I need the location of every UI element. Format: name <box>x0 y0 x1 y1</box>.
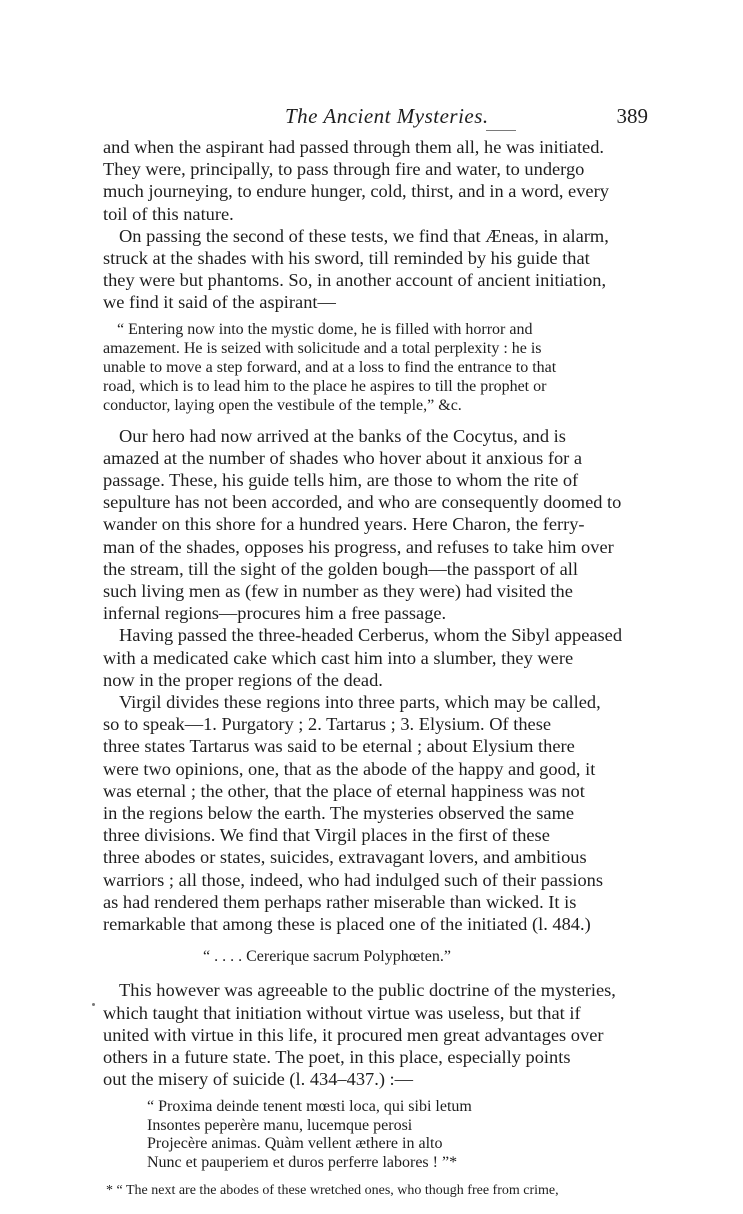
block-quote-2: “ . . . . Cereriquе sacrum Polyphœten.” <box>203 948 451 966</box>
paragraph-1: and when the aspirant had passed through them all, he was initiated. They were, principally, to pass through fire and water, to undergo much journeying, to endure hunger, cold, thirst, and in a word, every toil of this nature. <box>103 137 609 224</box>
paragraph-4: Having passed the three-headed Cerberus, whom the Sibyl appeased with a medicated cake which cast him into a slumber, they were now in the proper regions of the dead. <box>103 625 623 690</box>
page-header <box>100 100 648 130</box>
paragraph-2: On passing the second of these tests, we find that Æneas, in alarm, struck at the shades with his sword, till reminded by his guide that they were but phantoms. So, in another account of ancient initiation, we find it said of the aspirant— <box>103 225 609 313</box>
block-quote-1: “ Entering now into the mystic dome, he is filled with horror and amazement. He is seized with solicitude and a total perplexity : he is unable to move a step forward, and at a loss to find the entrance to that road, which is to lead him to the place he aspires to till the prophet or conductor, laying open the vestibule of the temple,” &c. <box>103 320 557 414</box>
paragraph-3: Our hero had now arrived at the banks of the Cocytus, and is amazed at the number of shades who hover about it anxious for a passage. These, his guide tells him, are those to whom the rite of sepulture has not been accorded, and who are consequently doomed to wander on this shore for a hundred years. Here Charon, the ferry- man of the shades, opposes his progress, and refuses to take him over the stream, till the sight of the golden bough—the passport of all such living men as (few in number as they were) had visited the infernal regions—procures him a free passage. <box>103 425 622 624</box>
running-title: The Ancient Mysteries. <box>285 104 489 128</box>
margin-speck <box>92 1003 95 1006</box>
footnote: * “ The next are the abodes of these wretched ones, who though free from crime, <box>106 1183 559 1199</box>
paragraph-5: Virgil divides these regions into three parts, which may be called, so to speak—1. Purgatory ; 2. Tartarus ; 3. Elysium. Of these three states Tartarus was said to be eternal ; about Elysium there were two opinions, one, that as the abode of the happy and good, it was eternal ; the other, that the place of eternal happiness was not in the regions below the earth. The mysteries observed the same three divisions. We find that Virgil places in the first of these three abodes or states, suicides, extravagant lovers, and ambitious warriors ; all those, indeed, who had indulged such of their passions as had rendered them perhaps rather miserable than wicked. It is remarkable that among these is placed one of the initiated (l. 484.) <box>103 692 604 935</box>
body-text <box>103 136 643 1214</box>
header-rule <box>486 130 516 131</box>
paragraph-6: This however was agreeable to the public doctrine of the mysteries, which taught that initiation without virtue was useless, but that if united with virtue in this life, it procured men great advantages over others in a future state. The poet, in this place, especially points out the misery of suicide (l. 434–437.) :— <box>103 980 616 1090</box>
page-number: 389 <box>616 104 648 128</box>
latin-verse: “ Proxima deinde tenent mœsti loca, qui sibi letum Insontes peperère manu, lucemque perosi Projecère animas. Quàm vellent æthere in alto Nunc et pauperiem et duros perferre labores ! ”* <box>147 1098 472 1171</box>
